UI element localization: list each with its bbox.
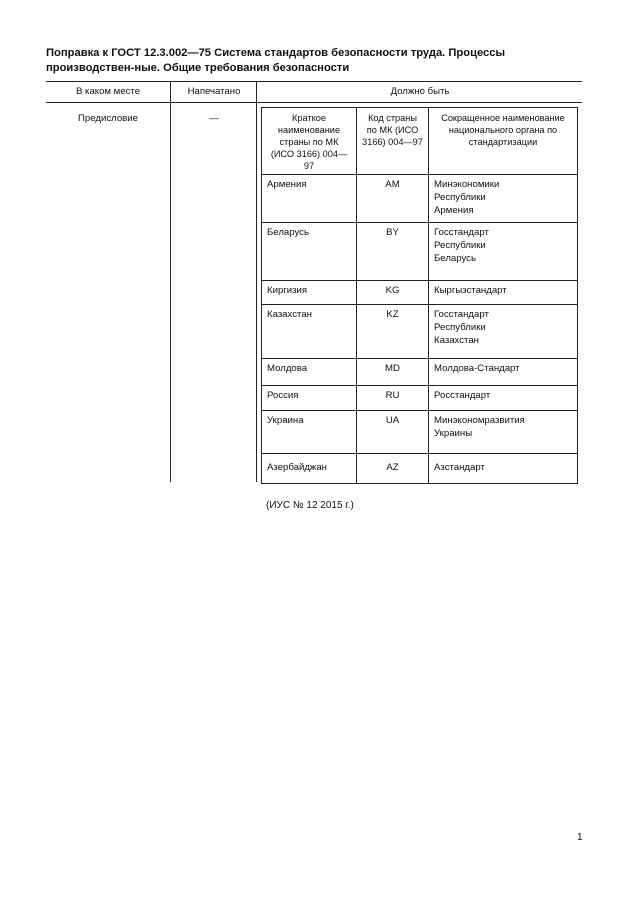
country-code: AZ [357, 454, 429, 484]
document-title: Поправка к ГОСТ 12.3.002—75 Система стандартов безопасности труда. Процессы производствен-ные. Общие требования безопасности [46, 47, 506, 74]
country-name: Киргизия [262, 281, 357, 305]
table-row [262, 411, 578, 454]
column-divider-2 [256, 81, 257, 482]
country-name: Украина [262, 411, 357, 454]
table-top-rule [46, 81, 582, 82]
standards-body: Минэкономразвития Украины [429, 411, 578, 454]
table-header-rule [46, 102, 582, 103]
country-code: MD [357, 359, 429, 386]
standards-body: Молдова-Стандарт [429, 359, 578, 386]
standards-body: Минэкономики Республики Армения [429, 175, 578, 223]
standards-body: Кыргызстандарт [429, 281, 578, 305]
table-row [262, 305, 578, 359]
country-code: KZ [357, 305, 429, 359]
table-row [262, 454, 578, 484]
header-standards-body: Сокращенное наименование национального органа по стандартизации [429, 108, 578, 175]
page-number: 1 [577, 832, 583, 843]
country-code: KG [357, 281, 429, 305]
country-code: RU [357, 386, 429, 411]
printed-cell: — [209, 113, 219, 124]
table-row [262, 175, 578, 223]
header-country-code: Код страны по МК (ИСО 3166) 004—97 [357, 108, 429, 175]
countries-table-header [262, 108, 578, 175]
column-divider-1 [170, 81, 171, 482]
country-name: Россия [262, 386, 357, 411]
country-code: BY [357, 223, 429, 281]
footnote: (ИУС № 12 2015 г.) [266, 500, 354, 511]
country-name: Казахстан [262, 305, 357, 359]
country-name: Молдова [262, 359, 357, 386]
country-name: Беларусь [262, 223, 357, 281]
header-country-name: Краткое наименование страны по МК (ИСО 3166) 004—97 [262, 108, 357, 175]
column-header-printed: Напечатано [187, 86, 241, 97]
standards-body: Госстандарт Республики Беларусь [429, 223, 578, 281]
standards-body: Росстандарт [429, 386, 578, 411]
table-row [262, 359, 578, 386]
standards-body: Госстандарт Республики Казахстан [429, 305, 578, 359]
table-row [262, 281, 578, 305]
place-cell: Предисловие [78, 113, 138, 124]
country-code: AM [357, 175, 429, 223]
country-name: Азербайджан [262, 454, 357, 484]
table-row [262, 223, 578, 281]
country-name: Армения [262, 175, 357, 223]
column-header-should-be: Должно быть [390, 86, 450, 97]
country-code: UA [357, 411, 429, 454]
countries-table [261, 107, 578, 484]
column-header-place: В каком месте [75, 86, 141, 97]
table-row [262, 386, 578, 411]
standards-body: Азстандарт [429, 454, 578, 484]
